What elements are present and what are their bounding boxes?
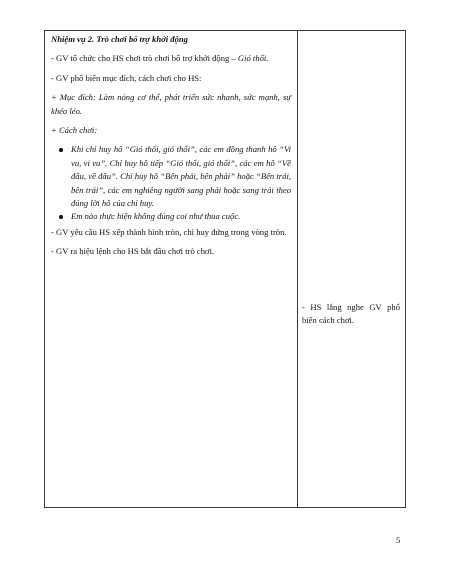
- game-name: Gió thổi.: [237, 53, 269, 64]
- paragraph-form-circle: - GV yêu cầu HS xếp thành hình tròn, chỉ huy đứng trong vòng tròn.: [51, 226, 287, 237]
- student-activity-cell: [298, 31, 406, 508]
- paragraph-purpose: + Mục đích: Làm nóng cơ thể, phát triển sức nhanh, sức mạnh, sự khéo léo.: [51, 92, 291, 116]
- paragraph-explain-purpose: - GV phổ biến mục đích, cách chơi cho HS:: [51, 72, 202, 83]
- bullet-icon: [59, 215, 63, 219]
- paragraph-start-signal: - GV ra hiệu lệnh cho HS bắt đầu chơi trò chơi.: [51, 246, 215, 257]
- list-item: [71, 210, 291, 223]
- paragraph-how-to-play: + Cách chơi:: [51, 125, 98, 136]
- activity-table: [44, 30, 406, 508]
- list-item: [71, 143, 291, 210]
- bullet-icon: [59, 148, 63, 152]
- paragraph-organize-game: [51, 52, 291, 65]
- table-row: [45, 31, 406, 508]
- student-activity-text: - HS lắng nghe GV phổ biến cách chơi.: [302, 302, 400, 326]
- task-title: Nhiệm vụ 2. Trò chơi bổ trợ khởi động: [51, 34, 188, 44]
- page-number: 5: [396, 535, 401, 545]
- organize-game-text: - GV tổ chức cho HS chơi trò chơi bổ trợ khởi động –: [51, 53, 238, 64]
- rule-text: Em nào thực hiện không đúng coi như thua cuộc.: [71, 211, 241, 222]
- teacher-activity-cell: [45, 31, 298, 508]
- rule-text: Khi chỉ huy hô “Gió thổi, gió thổi”, các em đồng thanh hô “Vi vu, vi vu”. Chỉ huy hô tiếp “Gió thổi, gió thổi”, các em hô “Về đâu, về đâu”. Chỉ huy hô “Bên phải, bên phải” hoặc “Bên trái, bên trái”, các em nghiêng người sang phải hoặc sang trái theo đúng lời hô của chỉ huy.: [71, 144, 291, 209]
- rules-list: [51, 143, 291, 223]
